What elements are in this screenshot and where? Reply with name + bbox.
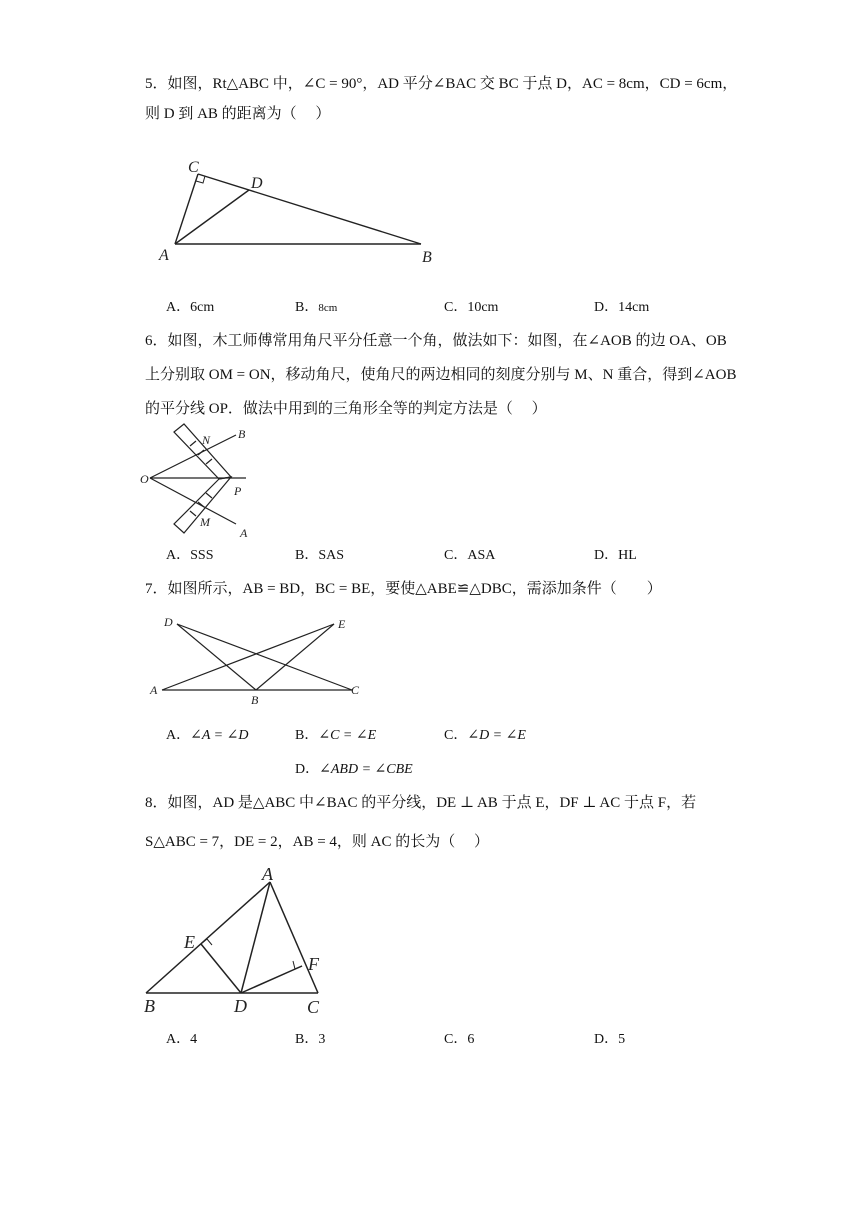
q5-seg-ac	[175, 174, 198, 244]
q5-seg-ad	[175, 190, 249, 244]
q5-option-c[interactable]	[444, 299, 498, 317]
q6-label-a: A	[240, 526, 248, 540]
q7-seg-be	[256, 624, 334, 690]
q6-label-b: B	[238, 427, 246, 441]
option-text: ASA	[467, 548, 496, 563]
option-label: C．	[444, 300, 468, 315]
q7-label-a: A	[150, 683, 158, 697]
option-text: 6	[467, 1032, 475, 1047]
q6-line-3: 的平分线 OP．做法中用到的三角形全等的判定方法是（ ）	[145, 401, 547, 417]
q8-label-b: B	[144, 996, 155, 1016]
q8-option-c[interactable]	[444, 1031, 474, 1049]
q8-right-angle-e	[201, 939, 212, 945]
q5-seg-cb	[198, 174, 421, 244]
q7-option-d[interactable]	[295, 761, 413, 779]
option-text: HL	[618, 548, 637, 563]
option-text: 8cm	[318, 302, 338, 314]
option-text: 5	[618, 1032, 626, 1047]
q7-seg-ae	[162, 624, 334, 690]
option-label: A．	[166, 728, 191, 743]
q6-line-1: 6．如图，木工师傅常用角尺平分任意一个角，做法如下：如图，在∠AOB 的边 OA、OB	[145, 333, 727, 349]
q7-seg-dc	[177, 624, 352, 690]
q6-tick	[198, 450, 204, 455]
q6-ray-ob	[150, 435, 236, 478]
q5-label-c: C	[188, 159, 199, 176]
q6-ray-oa	[150, 478, 236, 524]
option-label: C．	[444, 548, 468, 563]
option-label: A．	[166, 1032, 191, 1047]
q5-option-a[interactable]	[166, 299, 214, 317]
q5-label-d: D	[251, 175, 263, 192]
option-text: 6cm	[190, 300, 215, 315]
option-text: 14cm	[618, 300, 650, 315]
q8-option-b[interactable]	[295, 1031, 325, 1049]
option-text: SSS	[190, 548, 214, 563]
q8-line-1: 8．如图，AD 是△ABC 中∠BAC 的平分线，DE ⊥ AB 于点 E，DF ⊥ AC 于点 F，若	[145, 795, 697, 811]
option-text: 4	[190, 1032, 198, 1047]
q8-figure	[140, 864, 355, 1019]
q6-tick	[190, 441, 196, 446]
q6-option-d[interactable]	[594, 547, 637, 565]
q5-label-b: B	[422, 249, 432, 266]
option-label: B．	[295, 300, 319, 315]
q8-label-d: D	[234, 996, 247, 1016]
q7-option-b[interactable]	[295, 727, 376, 745]
option-text: ∠A = ∠D	[190, 728, 249, 743]
option-text: ∠D = ∠E	[467, 728, 526, 743]
q8-option-a[interactable]	[166, 1031, 197, 1049]
q8-label-e: E	[184, 932, 195, 952]
option-label: B．	[295, 728, 319, 743]
option-label: D．	[594, 548, 619, 563]
q6-line-2: 上分别取 OM = ON，移动角尺，使角尺的两边相同的刻度分别与 M、N 重合，得到∠AOB	[145, 367, 737, 383]
q6-label-o: O	[140, 472, 149, 486]
q5-figure	[150, 150, 450, 270]
q8-right-angle-f	[293, 961, 302, 969]
q7-label-b: B	[251, 693, 259, 707]
q6-tick	[206, 459, 212, 464]
q7-option-a[interactable]	[166, 727, 248, 745]
q6-figure	[138, 420, 268, 545]
q8-seg-de	[201, 944, 241, 993]
q6-label-m: M	[200, 515, 210, 529]
q8-seg-ad	[241, 882, 270, 993]
q8-seg-ba	[146, 882, 270, 993]
option-label: C．	[444, 1032, 468, 1047]
q7-figure	[145, 612, 370, 712]
q7-line-1: 7．如图所示，AB = BD，BC = BE，要使△ABE≌△DBC，需添加条件（ ）	[145, 581, 662, 597]
q8-label-f: F	[308, 954, 319, 974]
q5-line-2: 则 D 到 AB 的距离为（ ）	[145, 106, 331, 122]
option-label: D．	[594, 300, 619, 315]
option-label: A．	[166, 548, 191, 563]
option-label: B．	[295, 1032, 319, 1047]
option-label: A．	[166, 300, 191, 315]
option-text: ∠C = ∠E	[318, 728, 377, 743]
q5-line-1: 5．如图，Rt△ABC 中，∠C = 90°，AD 平分∠BAC 交 BC 于点 D，AC = 8cm，CD = 6cm，	[145, 76, 738, 92]
option-text: SAS	[318, 548, 345, 563]
q8-line-2: S△ABC = 7，DE = 2，AB = 4，则 AC 的长为（ ）	[145, 834, 490, 850]
q6-option-b[interactable]	[295, 547, 344, 565]
q6-option-c[interactable]	[444, 547, 495, 565]
q6-label-n: N	[202, 433, 211, 447]
q5-label-a: A	[159, 247, 169, 264]
q8-label-a: A	[262, 864, 273, 884]
q6-tick	[190, 511, 196, 516]
q6-tick	[206, 493, 212, 498]
q7-label-d: D	[164, 615, 173, 629]
q7-label-c: C	[351, 683, 360, 697]
q6-option-a[interactable]	[166, 547, 213, 565]
option-label: D．	[295, 762, 320, 777]
option-text: ∠ABD = ∠CBE	[319, 762, 413, 777]
option-label: D．	[594, 1032, 619, 1047]
q7-option-c[interactable]	[444, 727, 526, 745]
q5-option-b[interactable]	[295, 299, 337, 317]
option-text: 10cm	[467, 300, 499, 315]
option-text: 3	[318, 1032, 326, 1047]
q5-option-d[interactable]	[594, 299, 649, 317]
q8-option-d[interactable]	[594, 1031, 625, 1049]
q6-label-p: P	[234, 484, 242, 498]
q7-label-e: E	[338, 617, 346, 631]
q8-seg-df	[241, 966, 302, 993]
q8-label-c: C	[307, 997, 320, 1017]
option-label: B．	[295, 548, 319, 563]
option-label: C．	[444, 728, 468, 743]
